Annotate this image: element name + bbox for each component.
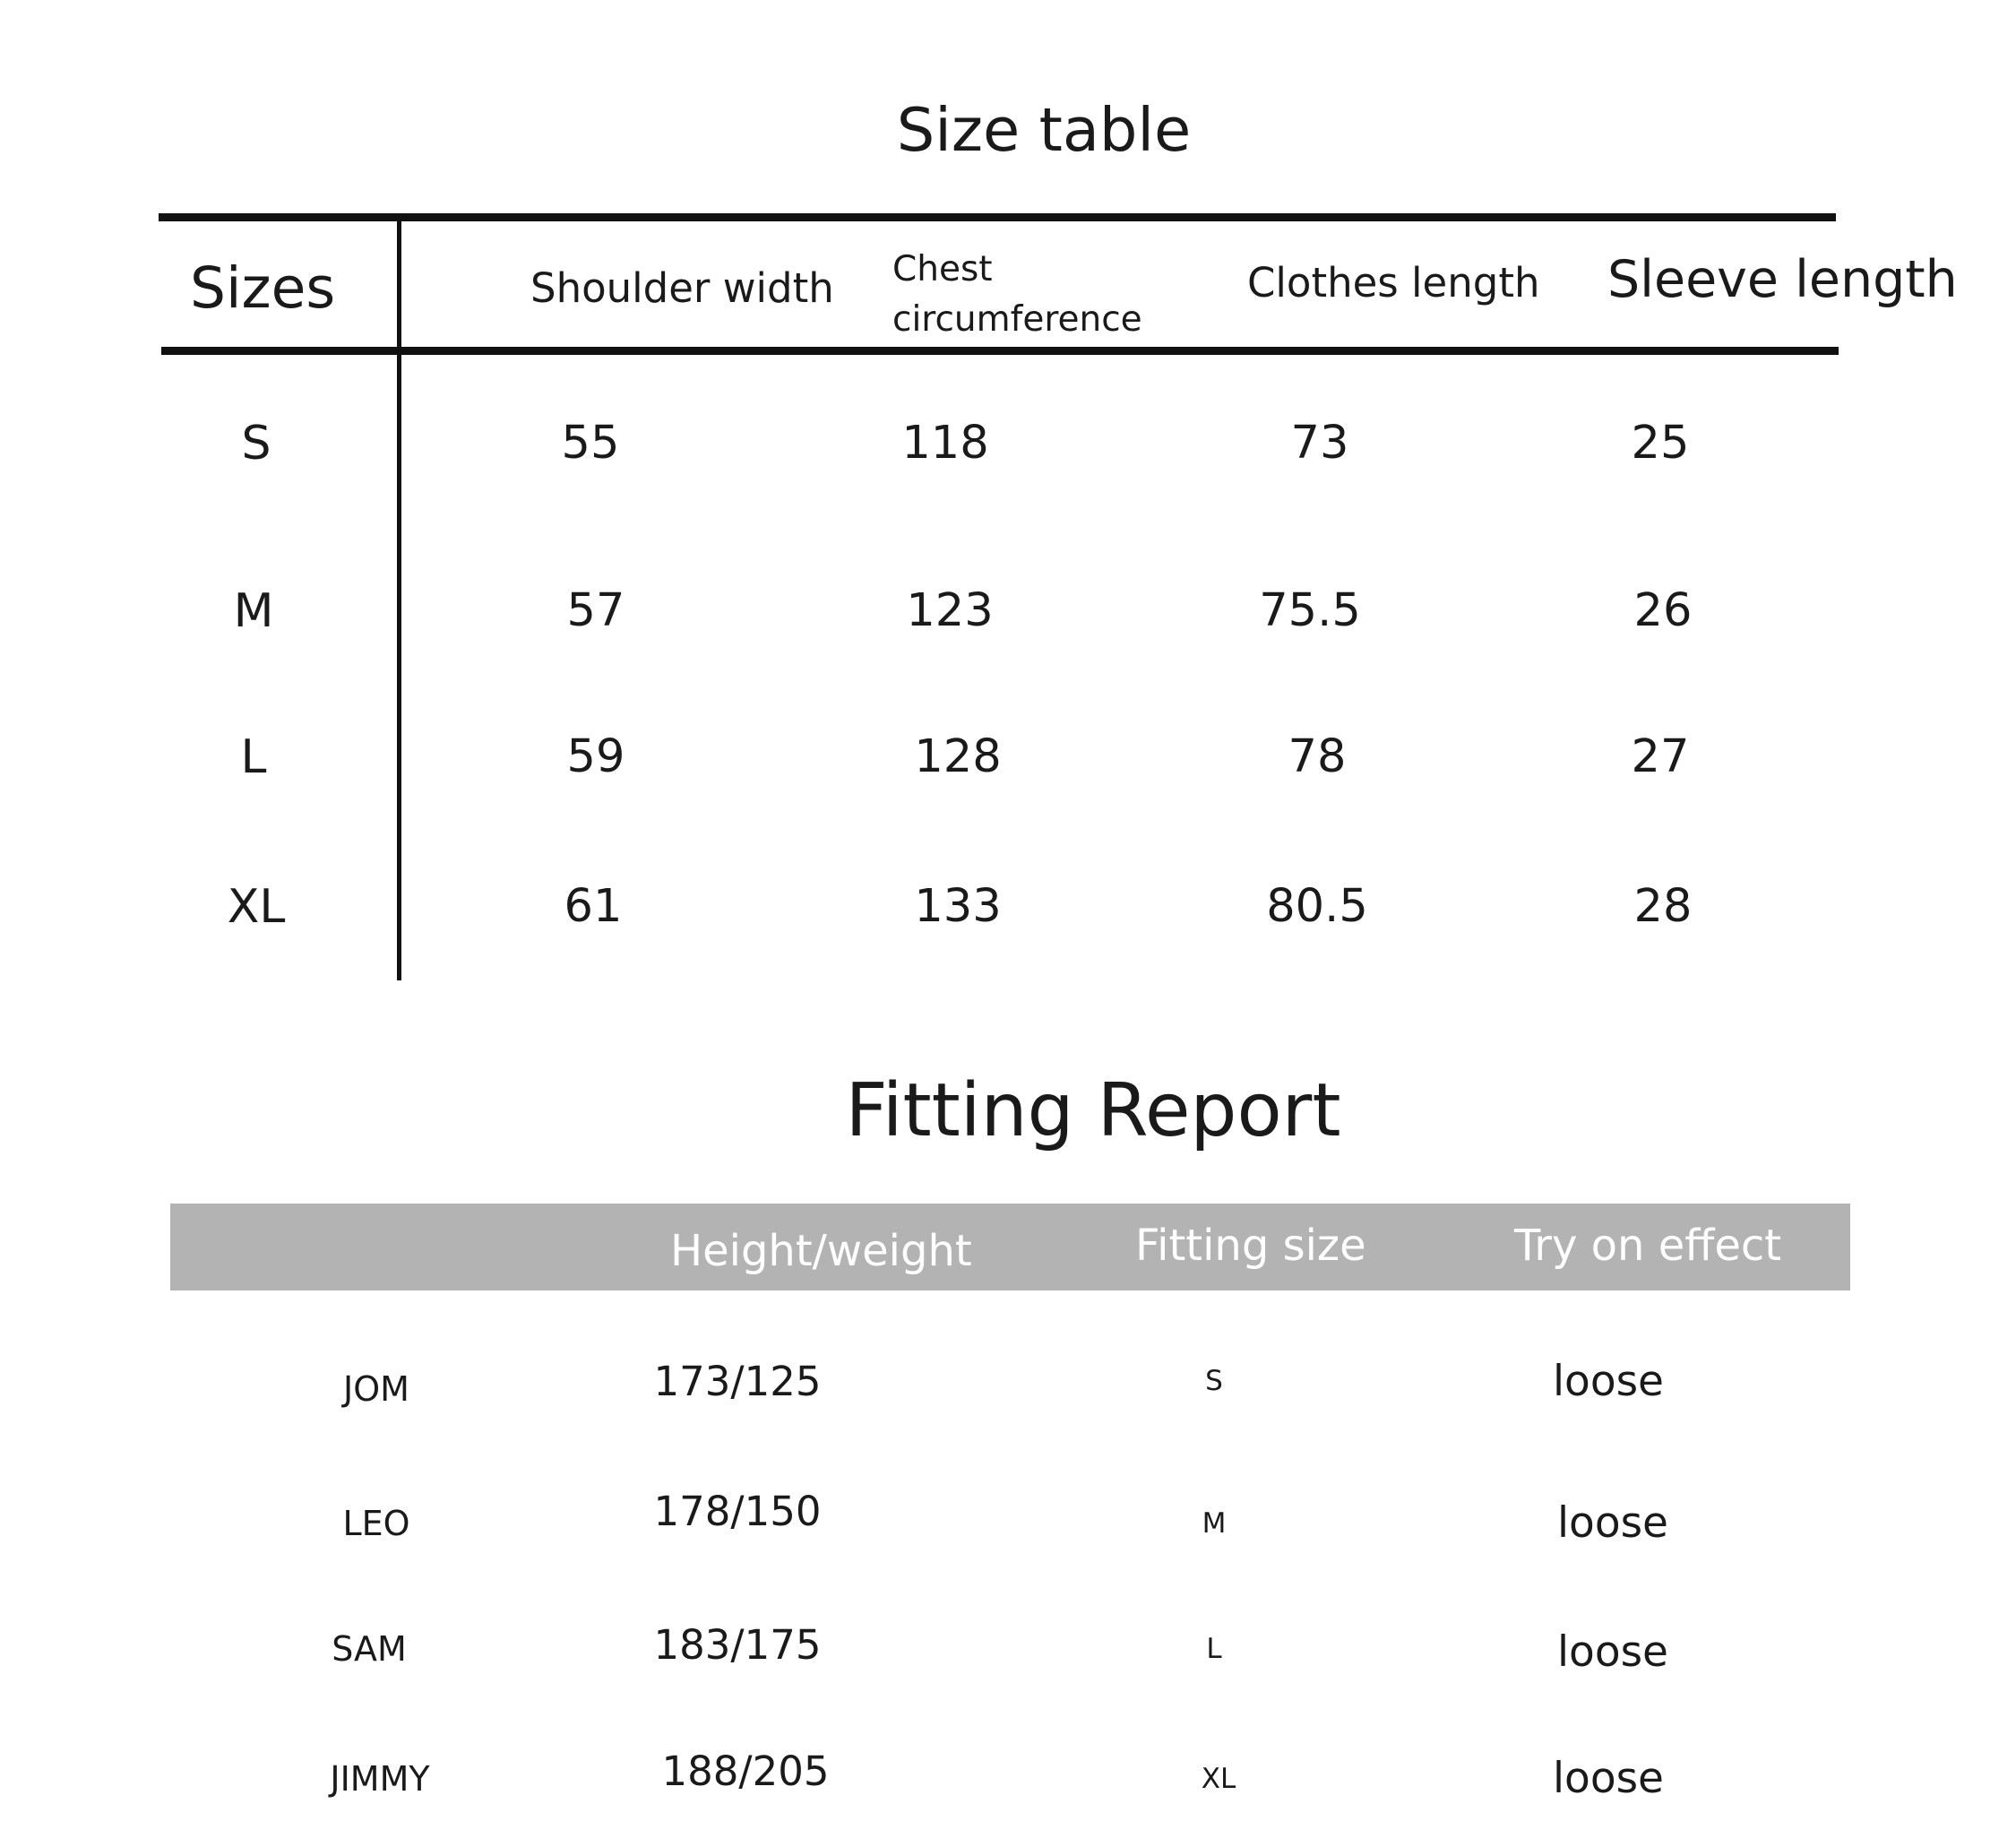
chest-value: 123 <box>906 584 994 637</box>
person-name: JIMMY <box>330 1759 430 1799</box>
shoulder-value: 59 <box>566 730 625 783</box>
fitting-size-value: M <box>1202 1507 1227 1540</box>
height-weight-value: 188/205 <box>661 1748 830 1795</box>
header-chest-circumference: Chest circumference <box>892 249 1142 340</box>
chest-value: 133 <box>914 880 1002 933</box>
height-weight-value: 173/125 <box>653 1358 822 1405</box>
size-row <box>0 871 2016 943</box>
try-on-effect-value: loose <box>1553 1754 1664 1803</box>
sleeve-length-value: 28 <box>1633 880 1693 933</box>
header-fitting-size: Fitting size <box>1135 1221 1366 1271</box>
person-name: JOM <box>343 1369 409 1409</box>
clothes-length-value: 78 <box>1288 730 1347 783</box>
header-clothes-length: Clothes length <box>1247 259 1540 306</box>
person-name: SAM <box>332 1629 407 1669</box>
try-on-effect-value: loose <box>1557 1627 1668 1677</box>
person-name: LEO <box>342 1504 410 1543</box>
fitting-row <box>0 1743 2016 1815</box>
try-on-effect-value: loose <box>1557 1498 1668 1548</box>
sleeve-length-value: 25 <box>1631 417 1690 470</box>
fitting-size-value: S <box>1205 1365 1223 1397</box>
shoulder-value: 61 <box>564 880 623 933</box>
try-on-effect-value: loose <box>1553 1357 1664 1406</box>
fitting-row <box>0 1488 2016 1559</box>
header-height-weight: Height/weight <box>670 1226 972 1276</box>
shoulder-value: 55 <box>561 417 620 470</box>
header-sleeve-length: Sleeve length <box>1607 250 1958 309</box>
size-table-header-rule <box>161 347 1839 355</box>
clothes-length-value: 73 <box>1290 417 1349 470</box>
size-table-top-rule <box>159 213 1836 221</box>
sleeve-length-value: 26 <box>1633 584 1693 637</box>
chest-value: 118 <box>901 417 989 470</box>
size-row <box>0 408 2016 479</box>
fitting-row <box>0 1353 2016 1425</box>
header-shoulder-width: Shoulder width <box>530 264 834 312</box>
height-weight-value: 183/175 <box>653 1621 822 1669</box>
shoulder-value: 57 <box>566 584 625 637</box>
fitting-size-value: L <box>1206 1633 1222 1665</box>
clothes-length-value: 75.5 <box>1259 584 1361 637</box>
chest-value: 128 <box>914 730 1002 783</box>
size-label: M <box>233 584 274 638</box>
size-label: S <box>241 417 271 470</box>
clothes-length-value: 80.5 <box>1266 880 1368 933</box>
header-sizes: Sizes <box>190 255 336 321</box>
fitting-row <box>0 1613 2016 1685</box>
size-label: XL <box>227 880 286 934</box>
fitting-size-value: XL <box>1201 1763 1236 1795</box>
fitting-report-header-band <box>170 1204 1850 1290</box>
sleeve-length-value: 27 <box>1631 730 1690 783</box>
height-weight-value: 178/150 <box>653 1488 822 1535</box>
fitting-report-title: Fitting Report <box>845 1068 1341 1153</box>
size-row <box>0 721 2016 793</box>
size-table-title: Size table <box>896 95 1192 165</box>
header-try-on-effect: Try on effect <box>1514 1221 1782 1271</box>
size-row <box>0 575 2016 647</box>
size-label: L <box>240 730 267 784</box>
